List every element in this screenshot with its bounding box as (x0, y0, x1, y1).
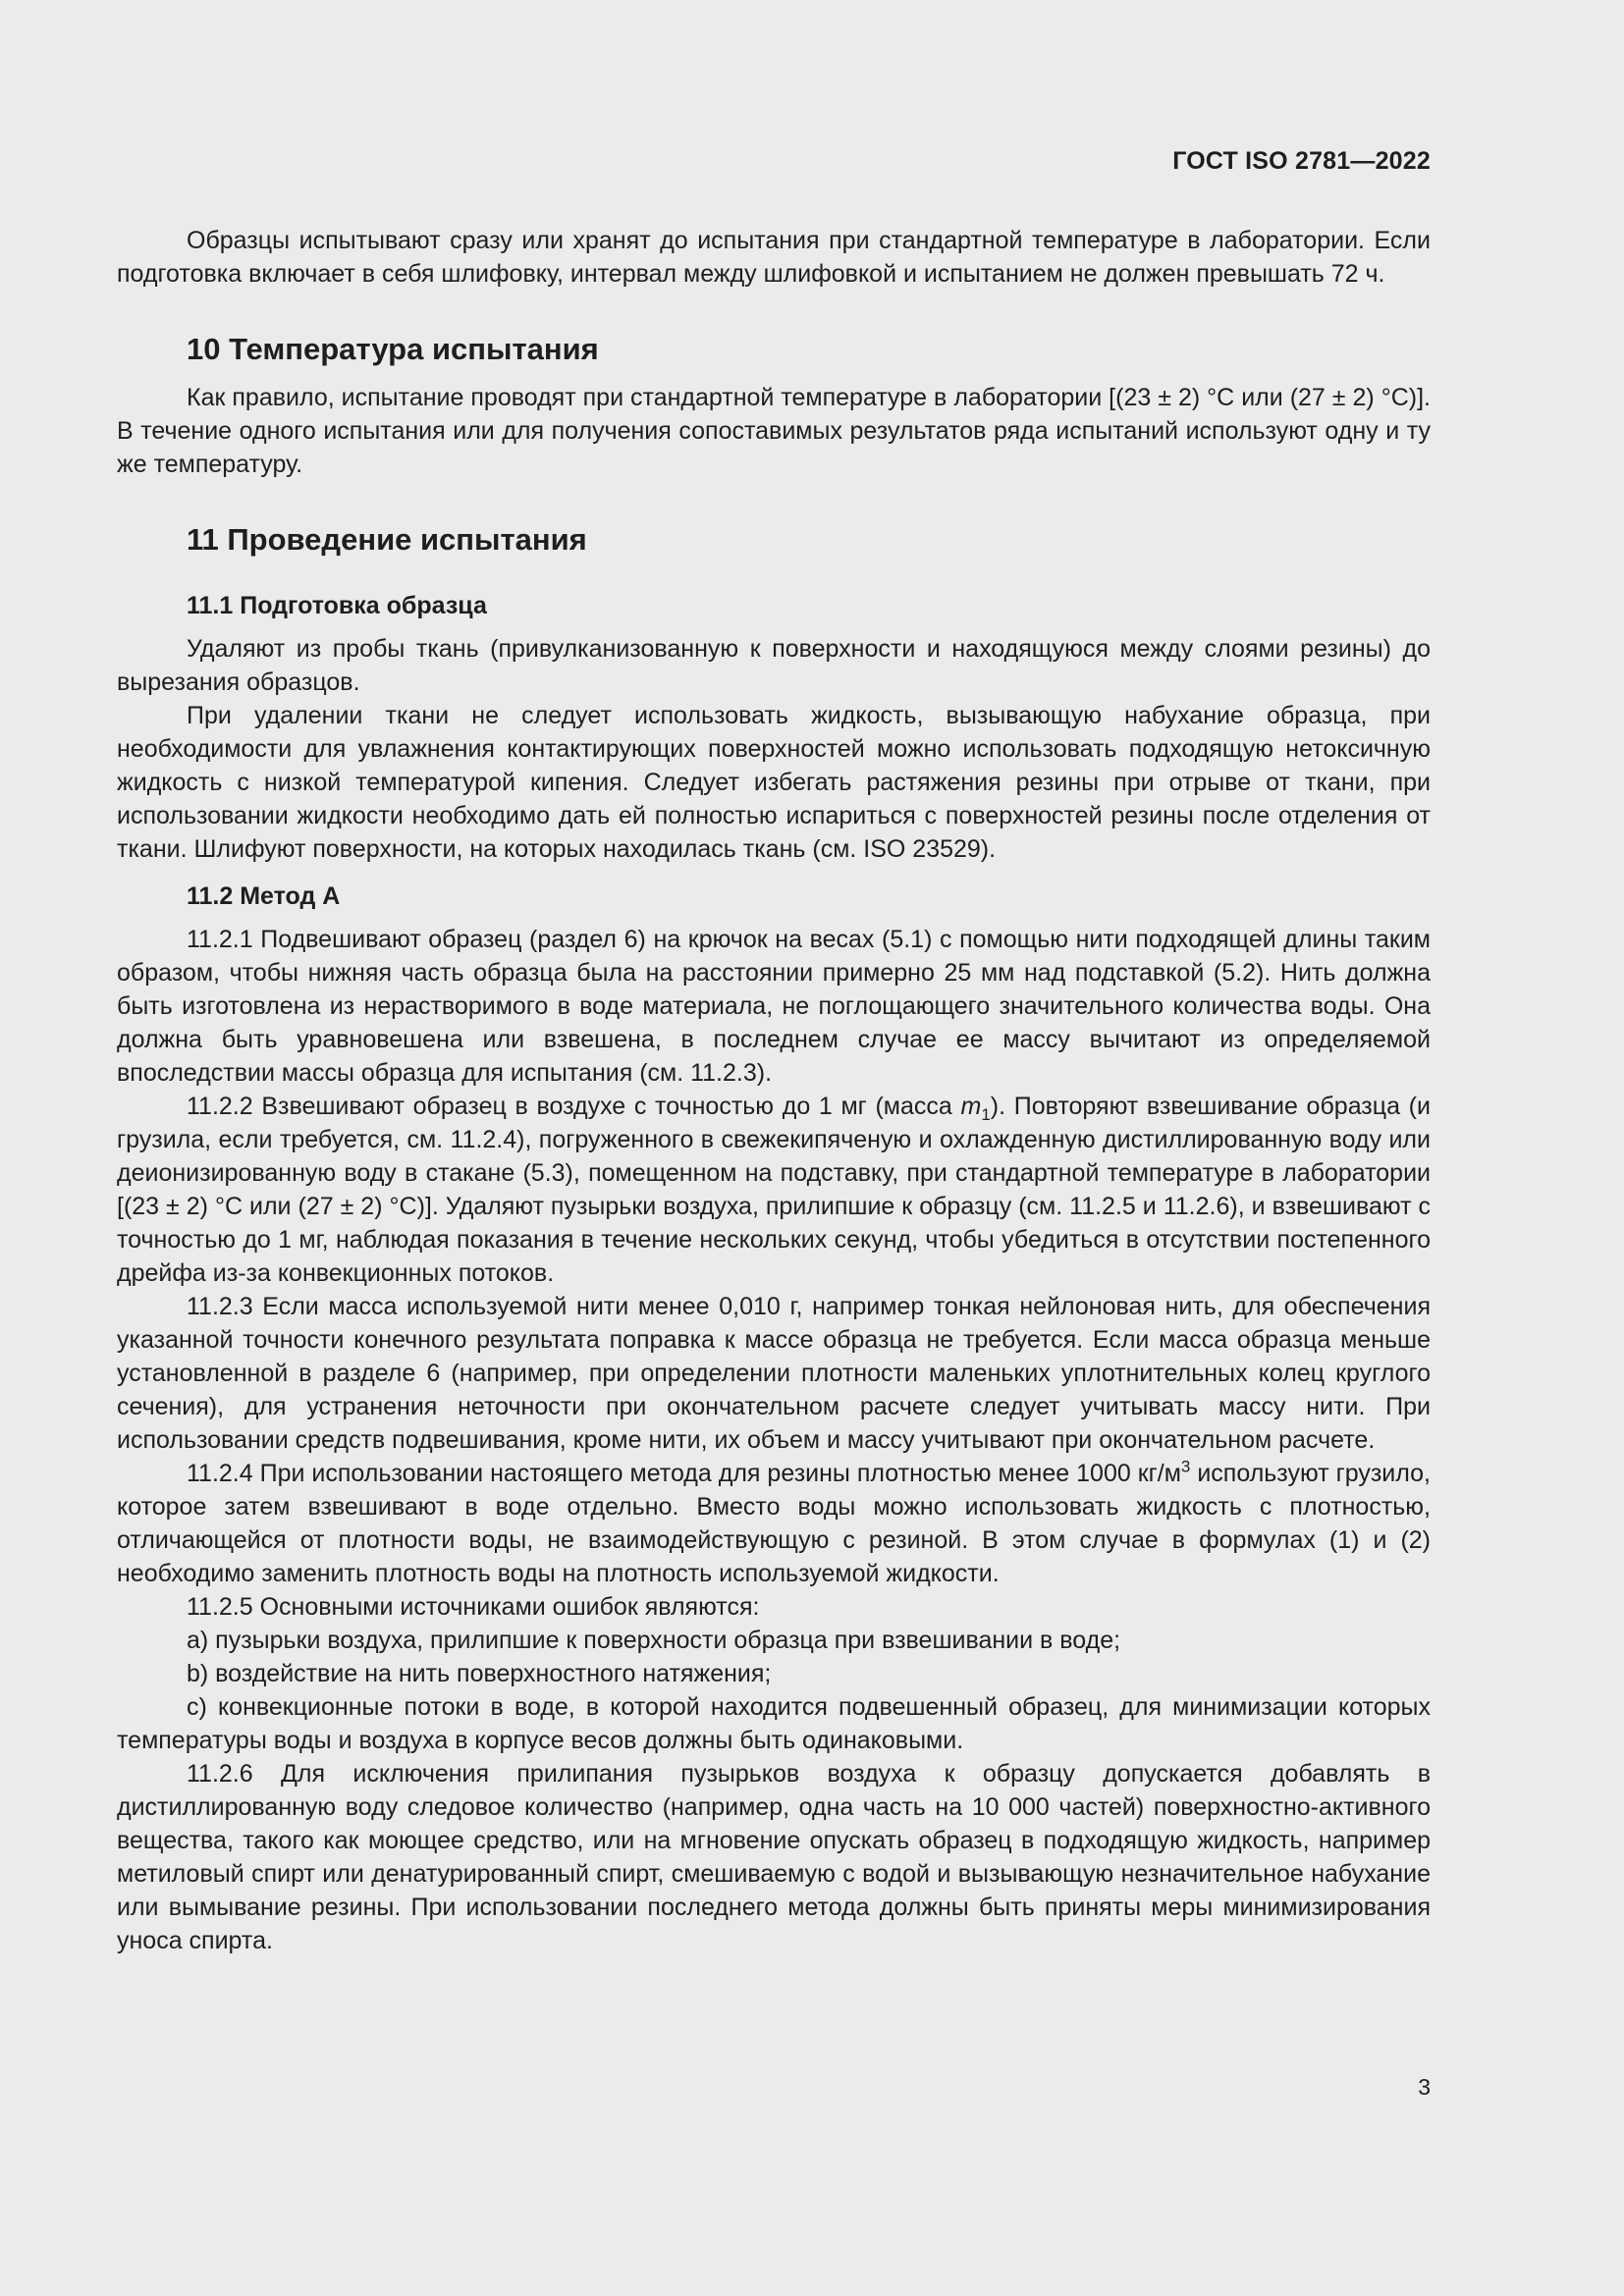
list-item-a: a) пузырьки воздуха, прилипшие к поверхности образца при взвешивании в воде; (187, 1627, 1121, 1654)
clause-11-2-4-part-a: 11.2.4 При использовании настоящего метода для резины плотностью менее 1000 кг/м (187, 1460, 1181, 1487)
clause-11-2-5: 11.2.5 Основными источниками ошибок являются: (187, 1593, 760, 1621)
clause-11-2-6: 11.2.6 Для исключения прилипания пузырьков воздуха к образцу допускается добавлять в дистиллированную воду следовое количество (например, одна часть на 10 000 частей) поверхностно-активного вещества, такого как моющее средство, или на мгновение опускать образец в подходящую жидкость, например метиловый спирт или денатурированный спирт, смешиваемую с водой и вызывающую незначительное набухание или вымывание резины. При использовании последнего метода должны быть приняты меры минимизирования уноса спирта. (117, 1760, 1431, 1954)
clause-11-2-2-part-b: ). Повторяют взвешивание образца (и грузила, если требуется, см. 11.2.4), погруженного в свежекипяченую и охлажденную дистиллированную воду или деионизированную воду в стакане (5.3), помещенном на подставку, при стандартной температуре в лаборатории [(23 ± 2) °С или (27 ± 2) °С)]. Удаляют пузырьки воздуха, прилипшие к образцу (см. 11.2.5 и 11.2.6), и взвешивают с точностью до 1 мг, наблюдая показания в течение нескольких секунд, чтобы убедиться в отсутствии постепенного дрейфа из-за конвекционных потоков. (117, 1093, 1431, 1287)
standard-code: ГОСТ ISO 2781—2022 (1172, 147, 1431, 175)
section-11-2-heading: 11.2 Метод А (187, 882, 341, 910)
clause-11-2-4 (117, 1457, 1431, 1590)
clause-11-2-2 (117, 1090, 1431, 1290)
clause-11-2-4-part-b: используют грузило, которое затем взвешивают в воде отдельно. Вместо воды можно использовать жидкость с плотностью, отличающейся от плотности воды, не взаимодействующую с резиной. В этом случае в формулах (1) и (2) необходимо заменить плотность воды на плотность используемой жидкости. (117, 1460, 1431, 1587)
page-number: 3 (1418, 2074, 1431, 2100)
clause-11-2-2-part-a: 11.2.2 Взвешивают образец в воздухе с точностью до 1 мг (масса (187, 1093, 961, 1120)
section-11-1-paragraph-2: При удалении ткани не следует использовать жидкость, вызывающую набухание образца, при необходимости для увлажнения контактирующих поверхностей можно использовать подходящую нетоксичную жидкость с низкой температурой кипения. Следует избегать растяжения резины при отрыве от ткани, при использовании жидкости необходимо дать ей полностью испариться с поверхностей резины после отделения от ткани. Шлифуют поверхности, на которых находилась ткань (см. ISO 23529). (117, 702, 1431, 863)
mass-variable-subscript: 1 (981, 1105, 991, 1124)
section-10-heading: 10 Температура испытания (187, 332, 599, 366)
section-11-1-paragraph-1: Удаляют из пробы ткань (привулканизованную к поверхности и находящуюся между слоями резины) до вырезания образцов. (117, 635, 1431, 696)
section-10-paragraph: Как правило, испытание проводят при стандартной температуре в лаборатории [(23 ± 2) °С или (27 ± 2) °С)]. В течение одного испытания или для получения сопоставимых результатов ряда испытаний используют одну и ту же температуру. (117, 384, 1431, 478)
section-11-heading: 11 Проведение испытания (187, 522, 587, 557)
mass-variable: m (960, 1093, 982, 1120)
clause-11-2-1: 11.2.1 Подвешивают образец (раздел 6) на крючок на весах (5.1) с помощью нити подходящей длины таким образом, чтобы нижняя часть образца была на расстоянии примерно 25 мм над подставкой (5.2). Нить должна быть изготовлена из нерастворимого в воде материала, не поглощающего значительного количества воды. Она должна быть уравновешена или взвешена, в последнем случае ее массу вычитают из определяемой впоследствии массы образца для испытания (см. 11.2.3). (117, 926, 1431, 1087)
list-item-c: c) конвекционные потоки в воде, в которой находится подвешенный образец, для минимизации которых температуры воды и воздуха в корпусе весов должны быть одинаковыми. (117, 1693, 1431, 1754)
document-body (117, 224, 1431, 1957)
intro-paragraph: Образцы испытывают сразу или хранят до испытания при стандартной температуре в лаборатории. Если подготовка включает в себя шлифовку, интервал между шлифовкой и испытанием не должен превышать 72 ч. (117, 227, 1431, 288)
list-item-b: b) воздействие на нить поверхностного натяжения; (187, 1660, 772, 1687)
section-11-1-heading: 11.1 Подготовка образца (187, 592, 487, 619)
clause-11-2-3: 11.2.3 Если масса используемой нити менее 0,010 г, например тонкая нейлоновая нить, для обеспечения указанной точности конечного результата поправка к массе образца не требуется. Если масса образца меньше установленной в разделе 6 (например, при определении плотности маленьких уплотнительных колец круглого сечения), для устранения неточности при окончательном расчете следует учитывать массу нити. При использовании средств подвешивания, кроме нити, их объем и массу учитывают при окончательном расчете. (117, 1293, 1431, 1454)
unit-superscript: 3 (1180, 1457, 1191, 1476)
